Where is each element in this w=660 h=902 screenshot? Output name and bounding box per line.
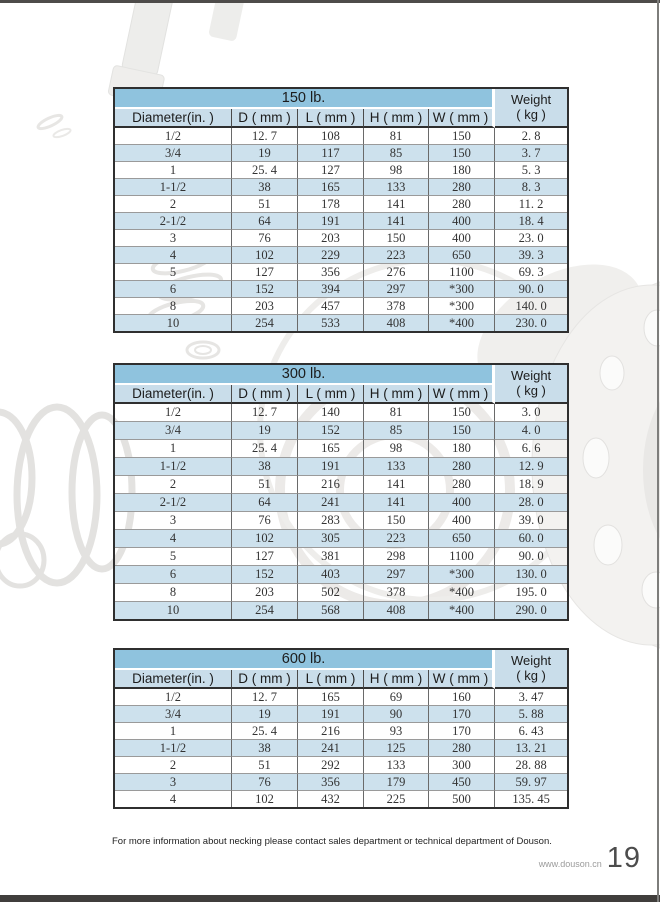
cell-w-mm: 280 [429,458,495,476]
weight-label: Weight [510,91,552,107]
cell-h-mm: 133 [364,458,429,476]
table-row [115,689,567,706]
cell-weight-kg: 230. 0 [495,315,567,331]
cell-weight-kg: 23. 0 [495,230,567,247]
cell-d-mm: 12. 7 [232,689,298,706]
cell-h-mm: 223 [364,247,429,264]
cell-w-mm: 650 [429,530,495,548]
cell-d-mm: 152 [232,566,298,584]
weight-unit: ( kg ) [516,106,546,122]
cell-l-mm: 191 [298,706,364,723]
cell-weight-kg: 18. 4 [495,213,567,230]
cell-h-mm: 378 [364,298,429,315]
cell-diameter: 10 [115,315,232,331]
cell-h-mm: 297 [364,566,429,584]
column-header-weight [495,650,567,689]
cell-d-mm: 19 [232,422,298,440]
cell-w-mm: 400 [429,213,495,230]
cell-diameter: 4 [115,791,232,807]
table-row [115,584,567,602]
table-section-300lb [113,363,569,621]
cell-weight-kg: 2. 8 [495,128,567,145]
cell-weight-kg: 195. 0 [495,584,567,602]
cell-diameter: 5 [115,264,232,281]
cell-h-mm: 133 [364,179,429,196]
cell-w-mm: *400 [429,602,495,619]
cell-l-mm: 394 [298,281,364,298]
table-row [115,774,567,791]
cell-d-mm: 152 [232,281,298,298]
cell-l-mm: 241 [298,494,364,512]
cell-diameter: 1-1/2 [115,179,232,196]
cell-diameter: 1 [115,162,232,179]
column-header-d-mm: D ( mm ) [232,109,298,128]
cell-l-mm: 203 [298,230,364,247]
cell-diameter: 1/2 [115,689,232,706]
cell-l-mm: 216 [298,476,364,494]
cell-l-mm: 127 [298,162,364,179]
column-header-h-mm: H ( mm ) [364,109,429,128]
cell-h-mm: 81 [364,404,429,422]
cell-weight-kg: 18. 9 [495,476,567,494]
cell-d-mm: 25. 4 [232,162,298,179]
spec-table-300lb [113,363,569,621]
cell-l-mm: 108 [298,128,364,145]
table-row [115,422,567,440]
cell-diameter: 2 [115,757,232,774]
cell-diameter: 1 [115,440,232,458]
cell-weight-kg: 8. 3 [495,179,567,196]
cell-d-mm: 254 [232,315,298,331]
cell-d-mm: 102 [232,791,298,807]
cell-d-mm: 38 [232,740,298,757]
cell-h-mm: 179 [364,774,429,791]
cell-l-mm: 140 [298,404,364,422]
cell-weight-kg: 59. 97 [495,774,567,791]
cell-w-mm: 150 [429,404,495,422]
cell-d-mm: 38 [232,458,298,476]
website-url: www.douson.cn [538,859,602,869]
cell-w-mm: *300 [429,298,495,315]
cell-w-mm: 1100 [429,264,495,281]
table-row [115,128,567,145]
cell-h-mm: 98 [364,162,429,179]
table-title: 300 lb. [115,365,495,385]
cell-l-mm: 178 [298,196,364,213]
cell-h-mm: 378 [364,584,429,602]
column-header-weight [495,365,567,404]
cell-d-mm: 102 [232,530,298,548]
cell-w-mm: 160 [429,689,495,706]
cell-l-mm: 403 [298,566,364,584]
cell-h-mm: 90 [364,706,429,723]
cell-d-mm: 38 [232,179,298,196]
cell-weight-kg: 6. 6 [495,440,567,458]
cell-weight-kg: 28. 0 [495,494,567,512]
table-row [115,440,567,458]
cell-w-mm: 180 [429,162,495,179]
cell-diameter: 2 [115,476,232,494]
cell-weight-kg: 3. 0 [495,404,567,422]
page-bottom-edge [0,895,660,902]
column-header-d-mm: D ( mm ) [232,670,298,689]
cell-weight-kg: 5. 3 [495,162,567,179]
cell-diameter: 1/2 [115,404,232,422]
cell-weight-kg: 90. 0 [495,548,567,566]
cell-diameter: 4 [115,530,232,548]
cell-l-mm: 305 [298,530,364,548]
weight-unit: ( kg ) [516,667,546,683]
cell-h-mm: 85 [364,145,429,162]
cell-h-mm: 93 [364,723,429,740]
cell-w-mm: 400 [429,230,495,247]
cell-l-mm: 533 [298,315,364,331]
cell-w-mm: 450 [429,774,495,791]
cell-w-mm: 150 [429,128,495,145]
cell-l-mm: 152 [298,422,364,440]
cell-diameter: 3 [115,774,232,791]
cell-d-mm: 51 [232,476,298,494]
table-row [115,315,567,331]
cell-d-mm: 12. 7 [232,128,298,145]
cell-w-mm: 280 [429,740,495,757]
table-title: 150 lb. [115,89,495,109]
cell-d-mm: 51 [232,757,298,774]
cell-h-mm: 298 [364,548,429,566]
page-top-edge [0,0,660,3]
cell-diameter: 2-1/2 [115,494,232,512]
cell-h-mm: 141 [364,476,429,494]
cell-w-mm: 280 [429,179,495,196]
cell-diameter: 3 [115,512,232,530]
cell-w-mm: 650 [429,247,495,264]
cell-diameter: 3 [115,230,232,247]
cell-h-mm: 225 [364,791,429,807]
table-title: 600 lb. [115,650,495,670]
cell-diameter: 3/4 [115,706,232,723]
cell-diameter: 1/2 [115,128,232,145]
cell-h-mm: 98 [364,440,429,458]
cell-l-mm: 432 [298,791,364,807]
cell-l-mm: 356 [298,774,364,791]
cell-d-mm: 19 [232,706,298,723]
table-row [115,145,567,162]
cell-w-mm: *400 [429,584,495,602]
column-header-l-mm: L ( mm ) [298,109,364,128]
table-row [115,723,567,740]
cell-d-mm: 76 [232,512,298,530]
weight-unit: ( kg ) [516,382,546,398]
cell-diameter: 4 [115,247,232,264]
column-header-l-mm: L ( mm ) [298,385,364,404]
cell-h-mm: 276 [364,264,429,281]
cell-d-mm: 254 [232,602,298,619]
cell-w-mm: *400 [429,315,495,331]
cell-l-mm: 216 [298,723,364,740]
cell-h-mm: 141 [364,196,429,213]
page-footer [539,844,641,873]
cell-weight-kg: 290. 0 [495,602,567,619]
cell-d-mm: 64 [232,494,298,512]
weight-label: Weight [510,367,552,383]
footer-note: For more information about necking please contact sales department or technical department of Douson. [112,836,552,847]
column-header-w-mm: W ( mm ) [429,670,495,689]
table-row [115,162,567,179]
cell-diameter: 5 [115,548,232,566]
cell-l-mm: 191 [298,213,364,230]
cell-h-mm: 150 [364,512,429,530]
column-header-diameter: Diameter(in. ) [115,385,232,404]
cell-h-mm: 85 [364,422,429,440]
column-header-w-mm: W ( mm ) [429,109,495,128]
cell-h-mm: 408 [364,315,429,331]
cell-d-mm: 203 [232,298,298,315]
cell-h-mm: 133 [364,757,429,774]
cell-diameter: 1-1/2 [115,740,232,757]
cell-h-mm: 125 [364,740,429,757]
cell-h-mm: 141 [364,213,429,230]
cell-l-mm: 165 [298,689,364,706]
cell-weight-kg: 140. 0 [495,298,567,315]
table-row [115,404,567,422]
table-row [115,740,567,757]
cell-d-mm: 127 [232,264,298,281]
cell-weight-kg: 135. 45 [512,792,550,806]
cell-d-mm: 25. 4 [232,440,298,458]
column-header-l-mm: L ( mm ) [298,670,364,689]
cell-l-mm: 165 [298,179,364,196]
cell-diameter: 1-1/2 [115,458,232,476]
table-row [115,476,567,494]
cell-weight-kg: 3. 47 [495,689,567,706]
cell-w-mm: 500 [429,791,495,807]
table-row [115,298,567,315]
column-header-w-mm: W ( mm ) [429,385,495,404]
cell-l-mm: 356 [298,264,364,281]
cell-diameter: 2 [115,196,232,213]
table-row [115,213,567,230]
cell-w-mm: 400 [429,512,495,530]
table-row [115,791,567,807]
cell-weight-kg: 90. 0 [495,281,567,298]
cell-h-mm: 81 [364,128,429,145]
table-row [115,230,567,247]
cell-d-mm: 76 [232,774,298,791]
cell-l-mm: 381 [298,548,364,566]
table-section-600lb [113,648,569,809]
cell-weight-kg: 5. 88 [495,706,567,723]
cell-l-mm: 165 [298,440,364,458]
table-row [115,602,567,619]
spec-table-150lb [113,87,569,333]
page-right-edge [657,0,659,902]
cell-l-mm: 241 [298,740,364,757]
cell-h-mm: 297 [364,281,429,298]
cell-d-mm: 64 [232,213,298,230]
cell-weight-kg: 39. 3 [495,247,567,264]
page-number: 19 [606,842,641,874]
cell-weight-kg: 28. 88 [495,757,567,774]
cell-w-mm: 150 [429,422,495,440]
cell-weight-kg: 12. 9 [495,458,567,476]
cell-d-mm: 25. 4 [232,723,298,740]
cell-weight-kg: 69. 3 [495,264,567,281]
cell-d-mm: 51 [232,196,298,213]
table-row [115,757,567,774]
cell-w-mm: 300 [429,757,495,774]
cell-weight-kg: 4. 0 [495,422,567,440]
cell-diameter: 10 [115,602,232,619]
cell-diameter: 2-1/2 [115,213,232,230]
cell-l-mm: 191 [298,458,364,476]
column-header-d-mm: D ( mm ) [232,385,298,404]
cell-l-mm: 457 [298,298,364,315]
table-row [115,530,567,548]
cell-weight-kg: 13. 21 [495,740,567,757]
cell-weight-kg: 3. 7 [495,145,567,162]
cell-w-mm: 280 [429,476,495,494]
cell-diameter: 8 [115,298,232,315]
cell-diameter: 1 [115,723,232,740]
table-row [115,179,567,196]
column-header-diameter: Diameter(in. ) [115,670,232,689]
cell-l-mm: 502 [298,584,364,602]
table-row [115,196,567,213]
table-row [115,512,567,530]
cell-weight-kg: 39. 0 [495,512,567,530]
cell-w-mm: 400 [429,494,495,512]
table-row [115,264,567,281]
table-row [115,548,567,566]
cell-l-mm: 117 [298,145,364,162]
cell-d-mm: 12. 7 [232,404,298,422]
cell-diameter: 8 [115,584,232,602]
table-row [115,458,567,476]
cell-l-mm: 292 [298,757,364,774]
column-header-h-mm: H ( mm ) [364,385,429,404]
cell-d-mm: 127 [232,548,298,566]
cell-d-mm: 76 [232,230,298,247]
cell-w-mm: *300 [429,566,495,584]
table-row [115,706,567,723]
cell-h-mm: 223 [364,530,429,548]
cell-d-mm: 102 [232,247,298,264]
cell-diameter: 6 [115,281,232,298]
cell-h-mm: 69 [364,689,429,706]
table-row [115,494,567,512]
cell-weight-kg: 11. 2 [495,196,567,213]
cell-l-mm: 283 [298,512,364,530]
cell-w-mm: *300 [429,281,495,298]
cell-diameter: 6 [115,566,232,584]
column-header-h-mm: H ( mm ) [364,670,429,689]
cell-w-mm: 1100 [429,548,495,566]
cell-diameter: 3/4 [115,422,232,440]
cell-w-mm: 180 [429,440,495,458]
cell-weight-kg: 6. 43 [495,723,567,740]
cell-d-mm: 19 [232,145,298,162]
cell-w-mm: 150 [429,145,495,162]
table-row [115,247,567,264]
cell-l-mm: 568 [298,602,364,619]
cell-h-mm: 150 [364,230,429,247]
weight-label: Weight [510,652,552,668]
column-header-diameter: Diameter(in. ) [115,109,232,128]
cell-w-mm: 170 [429,706,495,723]
cell-weight-kg: 60. 0 [495,530,567,548]
column-header-weight [495,89,567,128]
cell-w-mm: 170 [429,723,495,740]
cell-l-mm: 229 [298,247,364,264]
cell-diameter: 3/4 [115,145,232,162]
cell-h-mm: 408 [364,602,429,619]
cell-w-mm: 280 [429,196,495,213]
spec-table-600lb [113,648,569,809]
cell-weight-kg: 130. 0 [495,566,567,584]
table-row [115,281,567,298]
table-section-150lb [113,87,569,333]
cell-d-mm: 203 [232,584,298,602]
cell-h-mm: 141 [364,494,429,512]
table-row [115,566,567,584]
